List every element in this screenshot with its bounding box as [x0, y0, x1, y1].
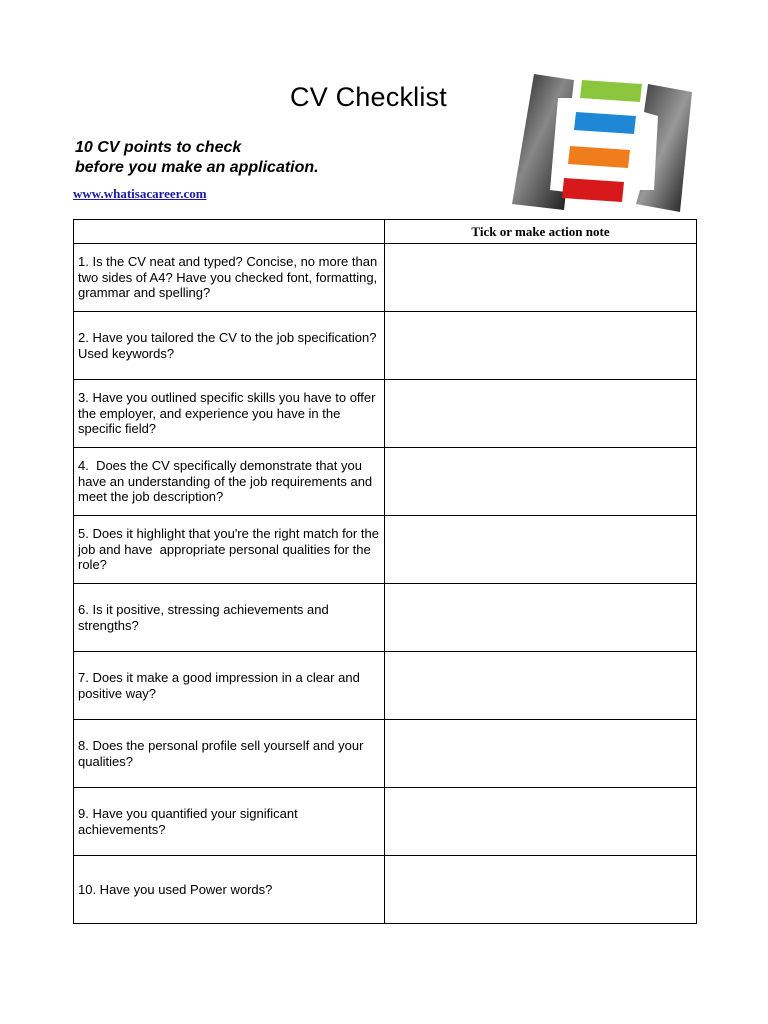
action-note-cell[interactable] — [385, 720, 697, 788]
action-note-cell[interactable] — [385, 516, 697, 584]
logo-bar-red — [562, 178, 624, 202]
question-cell: 1. Is the CV neat and typed? Concise, no more than two sides of A4? Have you checked font, formatting, grammar and spelling? — [74, 244, 385, 312]
action-note-cell[interactable] — [385, 652, 697, 720]
table-row — [74, 516, 697, 584]
question-cell: 2. Have you tailored the CV to the job specification? Used keywords? — [74, 312, 385, 380]
table-row — [74, 584, 697, 652]
logo-bar-orange — [568, 146, 630, 168]
subtitle-line-1: 10 CV points to check — [75, 139, 242, 156]
note-header-cell: Tick or make action note — [385, 220, 697, 244]
logo-bar-green — [580, 80, 642, 102]
table-row — [74, 652, 697, 720]
question-cell: 7. Does it make a good impression in a clear and positive way? — [74, 652, 385, 720]
logo-right-bracket — [636, 84, 692, 212]
subtitle — [75, 138, 319, 178]
action-note-cell[interactable] — [385, 244, 697, 312]
question-cell: 9. Have you quantified your significant achievements? — [74, 788, 385, 856]
action-note-cell[interactable] — [385, 380, 697, 448]
action-note-cell[interactable] — [385, 584, 697, 652]
action-note-cell[interactable] — [385, 788, 697, 856]
question-cell: 8. Does the personal profile sell yourself and your qualities? — [74, 720, 385, 788]
question-cell: 5. Does it highlight that you're the right match for the job and have appropriate personal qualities for the role? — [74, 516, 385, 584]
subtitle-line-2: before you make an application. — [75, 159, 319, 176]
website-link[interactable]: www.whatisacareer.com — [73, 186, 207, 201]
checklist-table — [73, 219, 697, 924]
table-header-row — [74, 220, 697, 244]
table-row — [74, 312, 697, 380]
career-logo — [508, 72, 694, 214]
logo-bar-blue — [574, 112, 636, 134]
question-header-cell — [74, 220, 385, 244]
question-cell: 10. Have you used Power words? — [74, 856, 385, 924]
page-title: CV Checklist — [290, 82, 447, 112]
action-note-cell[interactable] — [385, 856, 697, 924]
action-note-cell[interactable] — [385, 448, 697, 516]
question-cell: 4. Does the CV specifically demonstrate that you have an understanding of the job requirements and meet the job description? — [74, 448, 385, 516]
question-cell: 6. Is it positive, stressing achievements and strengths? — [74, 584, 385, 652]
table-row — [74, 448, 697, 516]
table-row — [74, 720, 697, 788]
question-cell: 3. Have you outlined specific skills you have to offer the employer, and experience you have in the specific field? — [74, 380, 385, 448]
table-row — [74, 856, 697, 924]
action-note-cell[interactable] — [385, 312, 697, 380]
table-row — [74, 380, 697, 448]
table-row — [74, 244, 697, 312]
table-row — [74, 788, 697, 856]
